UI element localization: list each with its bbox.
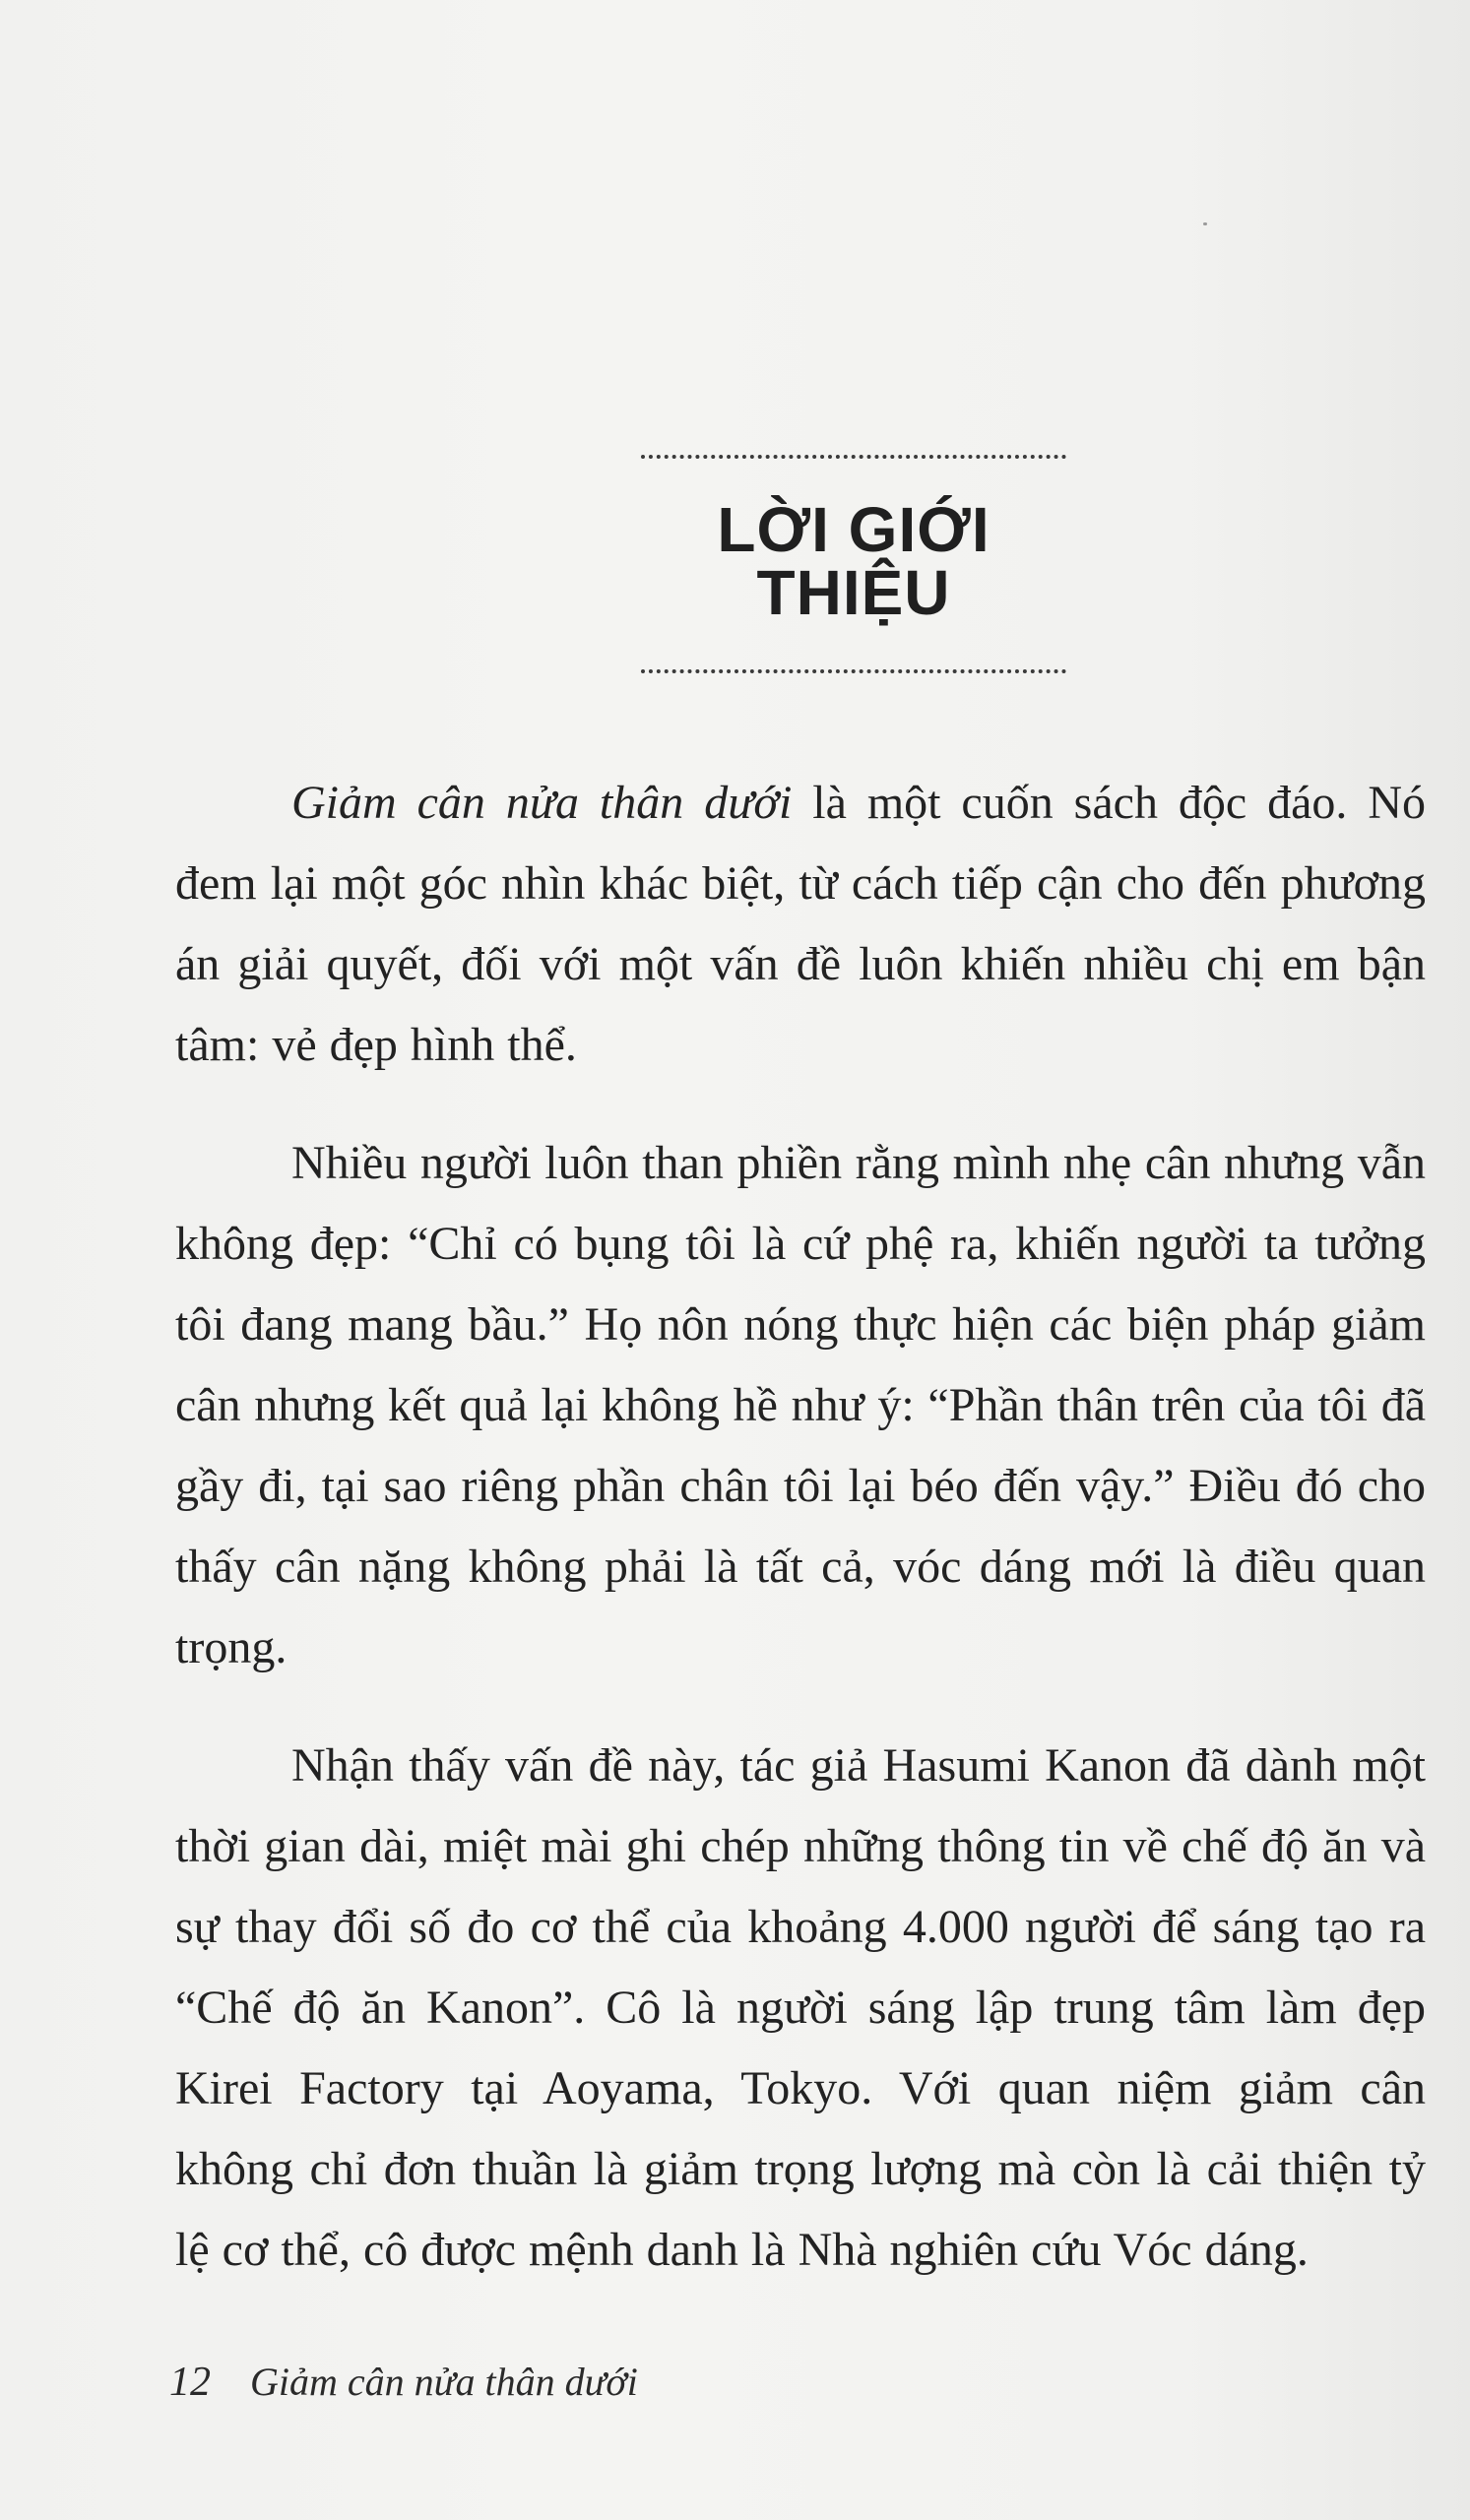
paragraph-1 <box>175 763 1426 1086</box>
paragraph-2 <box>175 1123 1426 1688</box>
paragraph-2-text: Nhiều người luôn than phiền rằng mình nhẹ cân nhưng vẫn không đẹp: “Chỉ có bụng tôi là cứ phệ ra, khiến người ta tưởng tôi đang mang bầu.” Họ nôn nóng thực hiện các biện pháp giảm cân nhưng kết quả lại không hề như ý: “Phần thân trên của tôi đã gầy đi, tại sao riêng phần chân tôi lại béo đến vậy.” Điều đó cho thấy cân nặng không phải là tất cả, vóc dáng mới là điều quan trọng. <box>175 1137 1426 1673</box>
paragraph-3 <box>175 1726 1426 2291</box>
top-dotted-rule <box>641 455 1066 459</box>
bottom-dotted-rule <box>641 669 1066 673</box>
paragraph-3-text: Nhận thấy vấn đề này, tác giả Hasumi Kanon đã dành một thời gian dài, miệt mài ghi chép những thông tin về chế độ ăn và sự thay đổi số đo cơ thể của khoảng 4.000 người để sáng tạo ra “Chế độ ăn Kanon”. Cô là người sáng lập trung tâm làm đẹp Kirei Factory tại Aoyama, Tokyo. Với quan niệm giảm cân không chỉ đơn thuần là giảm trọng lượng mà còn là cải thiện tỷ lệ cơ thể, cô được mệnh danh là Nhà nghiên cứu Vóc dáng. <box>175 1739 1426 2276</box>
paper-speck <box>1203 222 1207 225</box>
paragraph-1-text: là một cuốn sách độc đáo. Nó đem lại một góc nhìn khác biệt, từ cách tiếp cận cho đến phương án giải quyết, đối với một vấn đề luôn khiến nhiều chị em bận tâm: vẻ đẹp hình thể. <box>175 777 1426 1071</box>
running-title: Giảm cân nửa thân dưới <box>250 2360 638 2404</box>
book-title-italic: Giảm cân nửa thân dưới <box>291 777 793 829</box>
body-text <box>175 763 1426 2328</box>
chapter-title: LỜI GIỚI THIỆU <box>717 494 991 628</box>
chapter-heading <box>641 455 1066 673</box>
page-footer <box>169 2355 638 2410</box>
page-number: 12 <box>169 2360 211 2405</box>
